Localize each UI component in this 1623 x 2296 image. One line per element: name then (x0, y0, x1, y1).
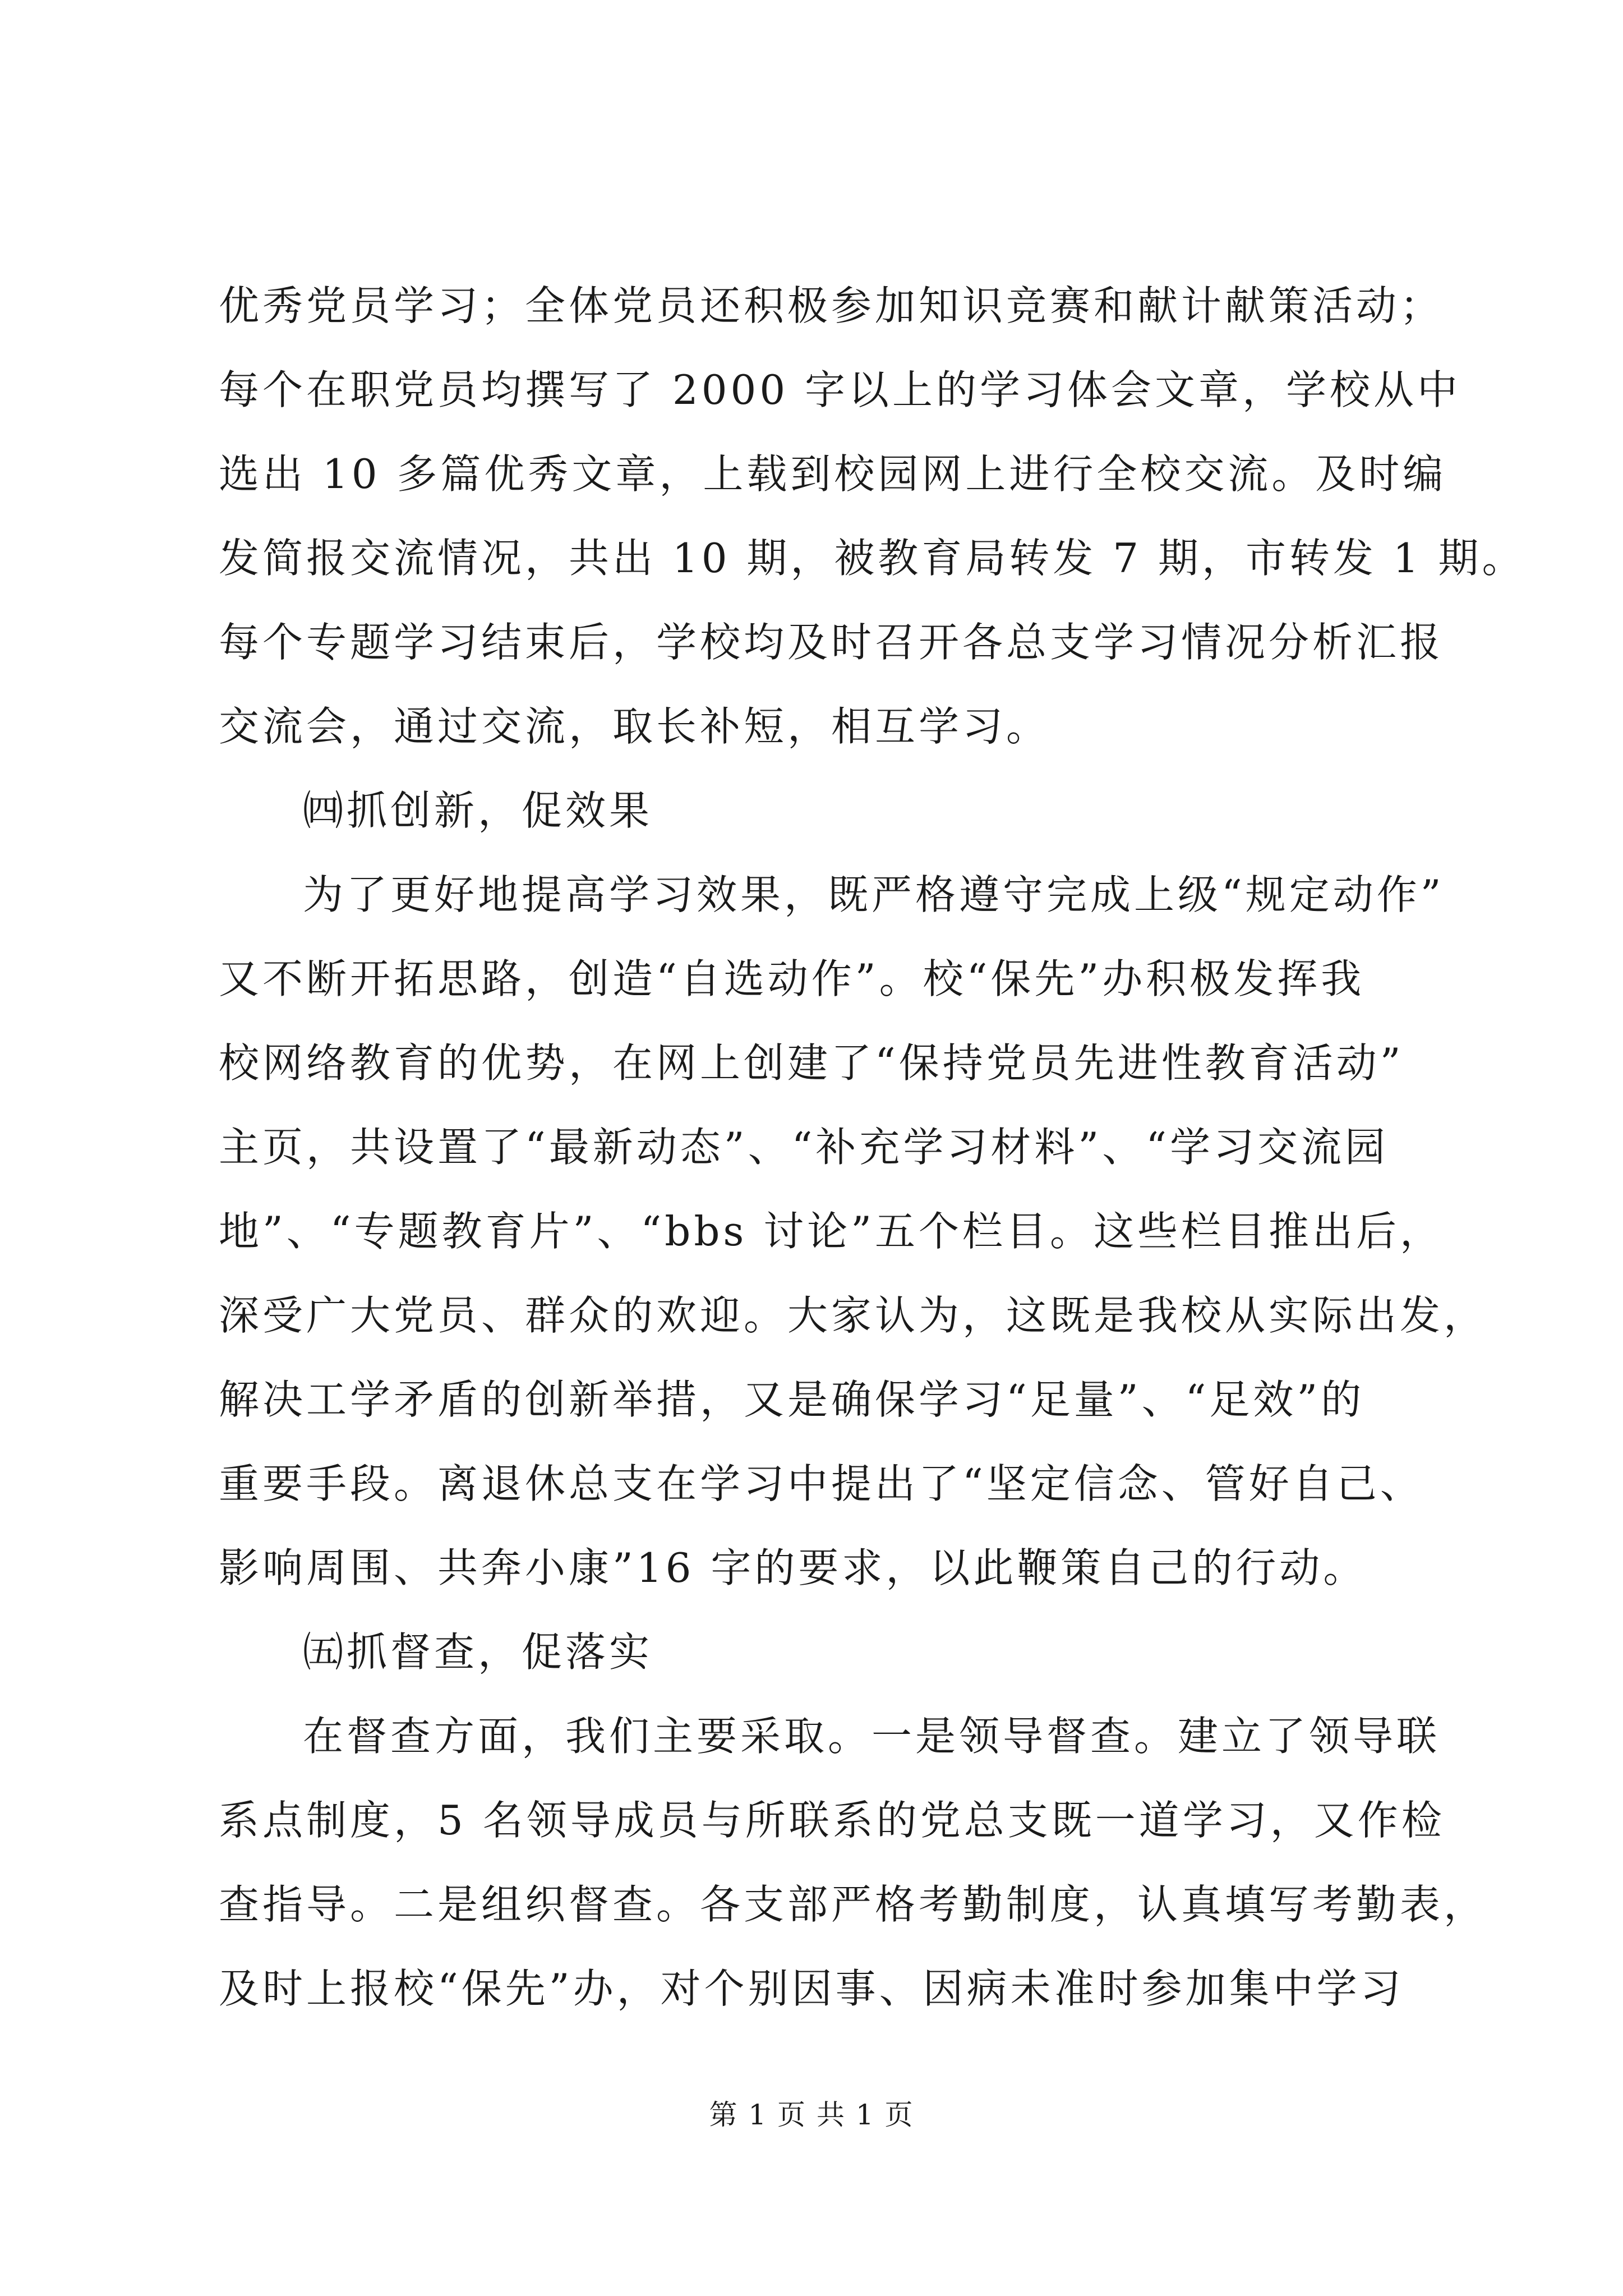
text-line: 重要手段。离退休总支在学习中提出了“坚定信念、管好自己、 (219, 1460, 1424, 1507)
text-line: 影响周围、共奔小康”16 字的要求，以此鞭策自己的行动。 (219, 1544, 1367, 1591)
page-footer: 第 1 页 共 1 页 (709, 2099, 914, 2131)
text-line: 地”、“专题教育片”、“bbs 讨论”五个栏目。这些栏目推出后， (219, 1208, 1444, 1255)
text-line: 交流会，通过交流，取长补短，相互学习。 (219, 703, 1050, 750)
text-line: 主页，共设置了“最新动态”、“补充学习材料”、“学习交流园 (219, 1124, 1389, 1171)
section-heading: ㈤抓督查，促落实 (303, 1628, 653, 1676)
text-line: 优秀党员学习；全体党员还积极参加知识竞赛和献计献策活动； (219, 282, 1444, 329)
text-line: 发简报交流情况，共出 10 期，被教育局转发 7 期，市转发 1 期。 (219, 535, 1526, 582)
paragraph-first-line: 在督查方面，我们主要采取。一是领导督查。建立了领导联 (303, 1713, 1441, 1760)
text-line: 及时上报校“保先”办，对个别因事、因病未准时参加集中学习 (219, 1965, 1404, 2012)
text-line: 每个在职党员均撰写了 2000 字以上的学习体会文章，学校从中 (219, 366, 1461, 413)
paragraph-first-line: 为了更好地提高学习效果，既严格遵守完成上级“规定动作” (303, 871, 1445, 918)
section-heading: ㈣抓创新，促效果 (303, 787, 653, 834)
document-body (219, 264, 1526, 2031)
text-line: 查指导。二是组织督查。各支部严格考勤制度，认真填写考勤表， (219, 1881, 1488, 1928)
text-line: 又不断开拓思路，创造“自选动作”。校“保先”办积极发挥我 (219, 955, 1365, 1002)
text-line: 深受广大党员、群众的欢迎。大家认为，这既是我校从实际出发， (219, 1292, 1488, 1339)
text-line: 每个专题学习结束后，学校均及时召开各总支学习情况分析汇报 (219, 619, 1444, 666)
text-line: 系点制度，5 名领导成员与所联系的党总支既一道学习，又作检 (219, 1797, 1445, 1844)
text-line: 解决工学矛盾的创新举措，又是确保学习“足量”、“足效”的 (219, 1376, 1365, 1423)
text-line: 校网络教育的优势，在网上创建了“保持党员先进性教育活动” (219, 1039, 1404, 1087)
text-line: 选出 10 多篇优秀文章，上载到校园网上进行全校交流。及时编 (219, 450, 1447, 498)
